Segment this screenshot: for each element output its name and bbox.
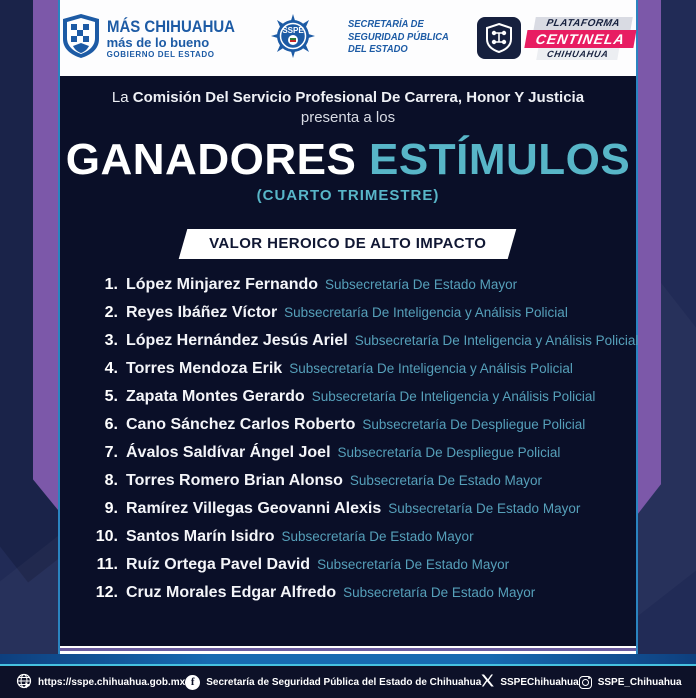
winner-department: Subsecretaría De Estado Mayor	[281, 529, 474, 544]
logo-header	[60, 0, 636, 76]
purple-strip-right	[637, 0, 661, 515]
footer-instagram-label: SSPE_Chihuahua	[597, 676, 682, 688]
footer-instagram-link[interactable]	[579, 676, 682, 689]
purple-strip-left	[33, 0, 58, 510]
x-icon	[481, 674, 494, 690]
winner-row	[84, 332, 639, 350]
winner-number: 9.	[104, 500, 118, 517]
winner-row	[84, 528, 636, 546]
mas-chihuahua-logo	[61, 13, 252, 64]
title-ganadores: GANADORES	[65, 135, 370, 184]
centinela-line1: PLATAFORMA	[534, 17, 634, 30]
secretaria-line1: SECRETARÍA DE	[348, 19, 424, 31]
sspe-badge-icon	[270, 12, 316, 65]
winner-department: Subsecretaría De Despliegue Policial	[362, 417, 586, 432]
title-estimulos: ESTÍMULOS	[369, 135, 631, 184]
winner-name: Torres Romero Brian Alonso	[126, 472, 343, 489]
winner-number: 5.	[104, 388, 118, 405]
blue-band	[0, 654, 696, 664]
winner-row	[84, 472, 636, 490]
footer-twitter-label: SSPEChihuahua	[500, 676, 579, 688]
winner-number: 12.	[95, 584, 118, 601]
winner-name: Ruíz Ortega Pavel David	[126, 556, 311, 573]
winner-department: Subsecretaría De Estado Mayor	[317, 557, 510, 572]
winner-name: Reyes Ibáñez Víctor	[126, 304, 278, 321]
winner-row	[84, 388, 636, 406]
footer-website-label: https://sspe.chihuahua.gob.mx	[38, 676, 186, 688]
svg-text:SSPE: SSPE	[282, 25, 304, 35]
winner-number: 10.	[95, 528, 118, 545]
winner-department: Subsecretaría De Inteligencia y Análisis Policial	[311, 389, 596, 404]
commission-name: Comisión Del Servicio Profesional De Carrera, Honor Y Justicia	[132, 89, 585, 106]
footer-twitter-link[interactable]	[481, 674, 578, 690]
footer-bar	[0, 664, 696, 698]
winner-department: Subsecretaría De Inteligencia y Análisis Policial	[354, 333, 639, 348]
poster-card	[58, 0, 638, 654]
plataforma-centinela-logo	[477, 17, 635, 60]
header-divider-bar	[329, 17, 335, 59]
secretaria-line2: SEGURIDAD PÚBLICA	[348, 31, 449, 43]
centinela-line2: CENTINELA	[525, 30, 637, 48]
winner-department: Subsecretaría De Estado Mayor	[343, 585, 536, 600]
page-title	[60, 135, 636, 185]
mas-chihuahua-wordmark	[107, 18, 252, 59]
card-body	[60, 76, 639, 602]
winner-row	[84, 556, 636, 574]
winner-department: Subsecretaría De Despliegue Policial	[337, 445, 561, 460]
centinela-line3: CHIHUAHUA	[536, 48, 620, 60]
winner-department: Subsecretaría De Inteligencia y Análisis Policial	[284, 305, 568, 320]
footer-website-link[interactable]	[16, 673, 185, 692]
category-badge	[179, 229, 517, 259]
winner-name: Cruz Morales Edgar Alfredo	[126, 584, 337, 601]
winners-list	[60, 276, 639, 602]
winner-number: 7.	[104, 444, 118, 461]
secretaria-wordmark	[348, 19, 449, 57]
winner-row	[84, 444, 636, 462]
mas-chihuahua-line1: MÁS CHIHUAHUA	[106, 16, 235, 36]
winner-department: Subsecretaría De Estado Mayor	[325, 277, 518, 292]
category-badge-label: VALOR HEROICO DE ALTO IMPACTO	[209, 235, 487, 252]
winner-number: 3.	[104, 332, 118, 349]
winner-name: Zapata Montes Gerardo	[126, 388, 305, 405]
winner-department: Subsecretaría De Inteligencia y Análisis Policial	[289, 361, 573, 376]
chihuahua-shield-icon	[61, 13, 101, 64]
winner-row	[84, 416, 636, 434]
category-badge-wrap	[60, 229, 636, 259]
title-subtitle: (CUARTO TRIMESTRE)	[256, 187, 440, 204]
winner-number: 1.	[104, 276, 118, 293]
winner-number: 11.	[96, 556, 118, 573]
secretaria-line3: DEL ESTADO	[348, 44, 408, 56]
winner-row	[84, 304, 636, 322]
winner-number: 2.	[104, 304, 118, 321]
winner-department: Subsecretaría De Estado Mayor	[349, 473, 543, 488]
winner-row	[84, 360, 636, 378]
winner-name: Santos Marín Isidro	[126, 528, 275, 545]
centinela-wordmark	[522, 17, 639, 60]
intro-prefix: La	[111, 89, 133, 106]
winner-name: Ávalos Saldívar Ángel Joel	[126, 444, 331, 461]
winner-name: Cano Sánchez Carlos Roberto	[126, 416, 356, 433]
card-bottom-stripes	[60, 646, 636, 654]
winner-row	[84, 584, 636, 602]
winner-department: Subsecretaría De Estado Mayor	[388, 501, 581, 516]
mas-chihuahua-line3: GOBIERNO DEL ESTADO	[106, 49, 215, 59]
centinela-shield-icon	[477, 17, 521, 59]
winner-name: Torres Mendoza Erik	[126, 360, 283, 377]
footer-facebook-link[interactable]	[185, 675, 481, 690]
winner-name: López Minjarez Fernando	[126, 276, 319, 293]
winner-number: 6.	[104, 416, 118, 433]
mas-chihuahua-line2: más de lo bueno	[106, 34, 210, 50]
intro-line2: presenta a los	[300, 109, 396, 126]
winner-number: 8.	[104, 472, 118, 489]
intro-line	[60, 89, 636, 106]
globe-icon	[16, 673, 32, 692]
winner-name: Ramírez Villegas Geovanni Alexis	[126, 500, 382, 517]
winner-row	[84, 276, 636, 294]
footer-facebook-label: Secretaría de Seguridad Pública del Estado de Chihuahua	[206, 676, 482, 688]
winner-number: 4.	[104, 360, 118, 377]
facebook-icon: f	[185, 675, 200, 690]
winner-name: López Hernández Jesús Ariel	[126, 332, 348, 349]
winner-row	[84, 500, 636, 518]
instagram-icon	[579, 676, 592, 689]
